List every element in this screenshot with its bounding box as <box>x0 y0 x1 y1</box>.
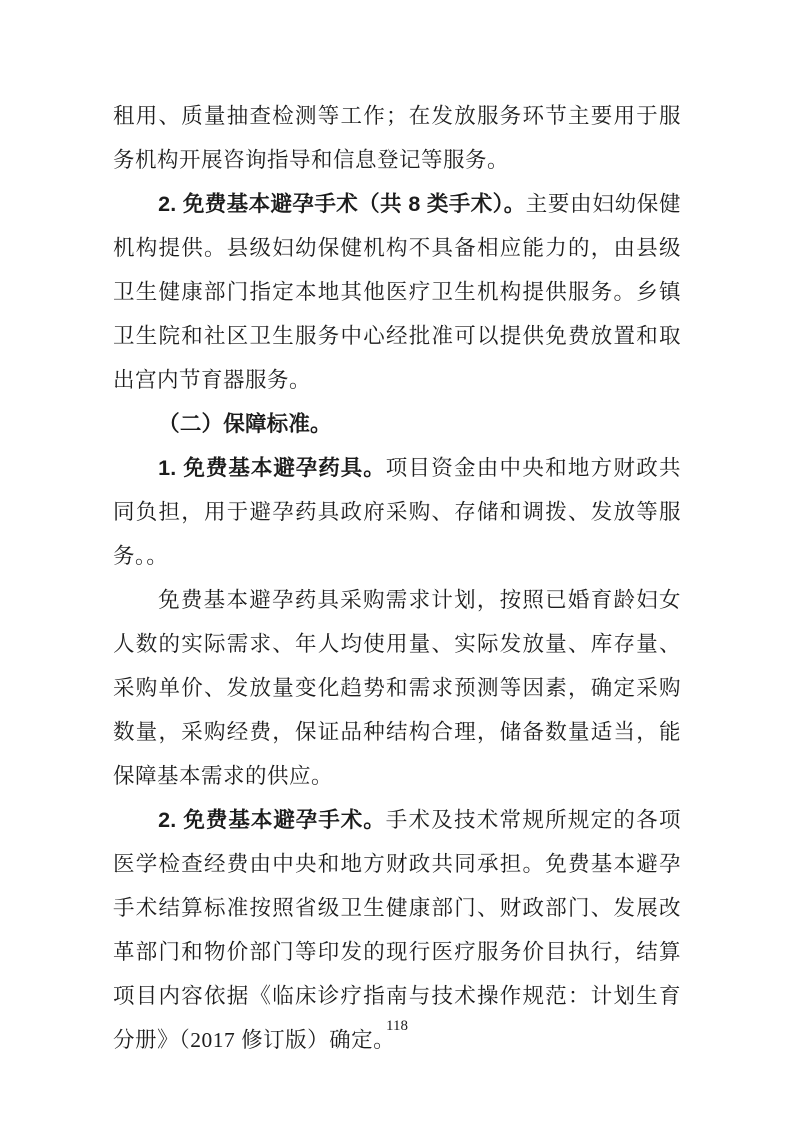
paragraph <box>113 446 681 578</box>
paragraph <box>113 578 681 798</box>
paragraph <box>113 182 681 402</box>
text-run: 手术及技术常规所规定的各项医学检查经费由中央和地方财政共同承担。免费基本避孕手术结算标准按照省级卫生健康部门、财政部门、发展改革部门和物价部门等印发的现行医疗服务价目执行，结算项目内容依据《临床诊疗指南与技术操作规范：计划生育分册》（2017 修订版）确定。 <box>113 808 681 1052</box>
text-run: 免费基本避孕药具采购需求计划，按照已婚育龄妇女人数的实际需求、年人均使用量、实际发放量、库存量、采购单价、发放量变化趋势和需求预测等因素，确定采购数量，采购经费，保证品种结构合理，储备数量适当，能保障基本需求的供应。 <box>113 588 681 788</box>
page-number: 118 <box>386 1018 408 1034</box>
text-run: 主要由妇幼保健机构提供。县级妇幼保健机构不具备相应能力的，由县级卫生健康部门指定本地其他医疗卫生机构提供服务。乡镇卫生院和社区卫生服务中心经批准可以提供免费放置和取出宫内节育器服务。 <box>113 192 681 392</box>
paragraph <box>113 94 681 182</box>
text-run: 租用、质量抽查检测等工作；在发放服务环节主要用于服务机构开展咨询指导和信息登记等服务。 <box>113 104 681 172</box>
bold-text-run: 2. 免费基本避孕手术（共 8 类手术）。 <box>158 192 526 216</box>
text-run: 项目资金由中央和地方财政共同负担，用于避孕药具政府采购、存储和调拨、发放等服务。。 <box>113 456 681 568</box>
paragraph <box>113 402 681 446</box>
bold-text-run: 2. 免费基本避孕手术。 <box>158 808 386 832</box>
bold-text-run: （二）保障标准。 <box>158 412 332 436</box>
document-body <box>113 94 681 1062</box>
bold-text-run: 1. 免费基本避孕药具。 <box>158 456 386 480</box>
